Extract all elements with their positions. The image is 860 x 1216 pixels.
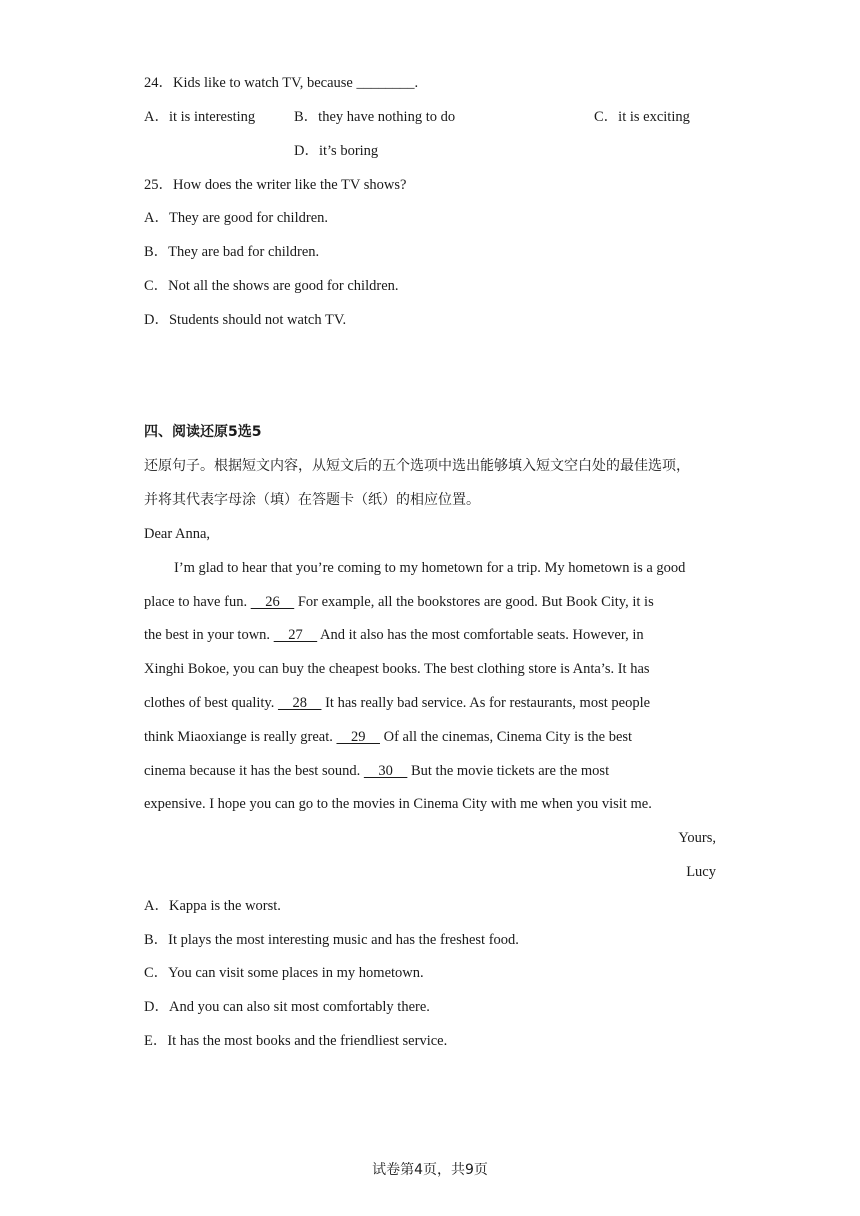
instruction-line-1: 还原句子。根据短文内容，从短文后的五个选项中选出能够填入短文空白处的最佳选项， <box>144 458 690 474</box>
blank-27[interactable]: 27 <box>273 627 318 643</box>
passage-line-3 <box>144 625 644 645</box>
blank-28[interactable]: 28 <box>277 695 322 711</box>
choice-option-b: B．It plays the most interesting music and has the freshest food. <box>144 932 519 948</box>
choice-option-a: A．Kappa is the worst. <box>144 898 281 914</box>
passage-text: the best in your town. <box>144 627 274 643</box>
passage-text: It has really bad service. As for restaurants, most people <box>321 695 651 711</box>
blank-29[interactable]: 29 <box>336 729 380 745</box>
question-25-stem: 25．How does the writer like the TV shows? <box>144 177 407 193</box>
passage-line-7 <box>144 761 609 781</box>
letter-signature: Lucy <box>686 864 716 880</box>
choice-option-e: E．It has the most books and the friendliest service. <box>144 1033 448 1049</box>
passage-text: clothes of best quality. <box>144 695 278 711</box>
passage-text: cinema because it has the best sound. <box>144 763 364 779</box>
question-24-stem: 24．Kids like to watch TV, because ________. <box>144 75 419 91</box>
passage-text: But the movie tickets are the most <box>407 763 610 779</box>
q25-option-a: A．They are good for children. <box>144 210 329 226</box>
passage-text: For example, all the bookstores are good. But Book City, it is <box>294 594 654 610</box>
passage-line-5 <box>144 693 650 713</box>
letter-closing: Yours, <box>678 830 716 846</box>
letter-greeting: Dear Anna, <box>144 526 211 542</box>
instruction-line-2: 并将其代表字母涂（填）在答题卡（纸）的相应位置。 <box>144 492 480 508</box>
passage-text: Of all the cinemas, Cinema City is the best <box>379 729 633 745</box>
passage-line-4: Xinghi Bokoe, you can buy the cheapest books. The best clothing store is Anta’s. It has <box>144 661 650 677</box>
q24-option-b: B．they have nothing to do <box>294 109 456 125</box>
page-footer: 试卷第4页，共9页 <box>372 1162 488 1178</box>
blank-30[interactable]: 30 <box>363 763 408 779</box>
q24-option-d: D．it’s boring <box>294 143 379 159</box>
q25-option-d: D．Students should not watch TV. <box>144 312 347 328</box>
q24-option-c: C．it is exciting <box>594 109 690 125</box>
choice-option-c: C．You can visit some places in my hometown. <box>144 965 424 981</box>
passage-text: think Miaoxiange is really great. <box>144 729 337 745</box>
passage-line-1: I’m glad to hear that you’re coming to my hometown for a trip. My hometown is a good <box>174 560 686 576</box>
blank-26[interactable]: 26 <box>250 594 295 610</box>
passage-line-6 <box>144 727 632 747</box>
q25-option-b: B．They are bad for children. <box>144 244 320 260</box>
choice-option-d: D．And you can also sit most comfortably there. <box>144 999 430 1015</box>
q24-option-a: A．it is interesting <box>144 109 256 125</box>
passage-line-8: expensive. I hope you can go to the movies in Cinema City with me when you visit me. <box>144 796 652 812</box>
passage-line-2 <box>144 592 654 612</box>
section-title: 四、阅读还原5选5 <box>144 424 262 440</box>
passage-text: And it also has the most comfortable seats. However, in <box>317 627 644 643</box>
passage-text: place to have fun. <box>144 594 251 610</box>
q25-option-c: C．Not all the shows are good for children. <box>144 278 399 294</box>
